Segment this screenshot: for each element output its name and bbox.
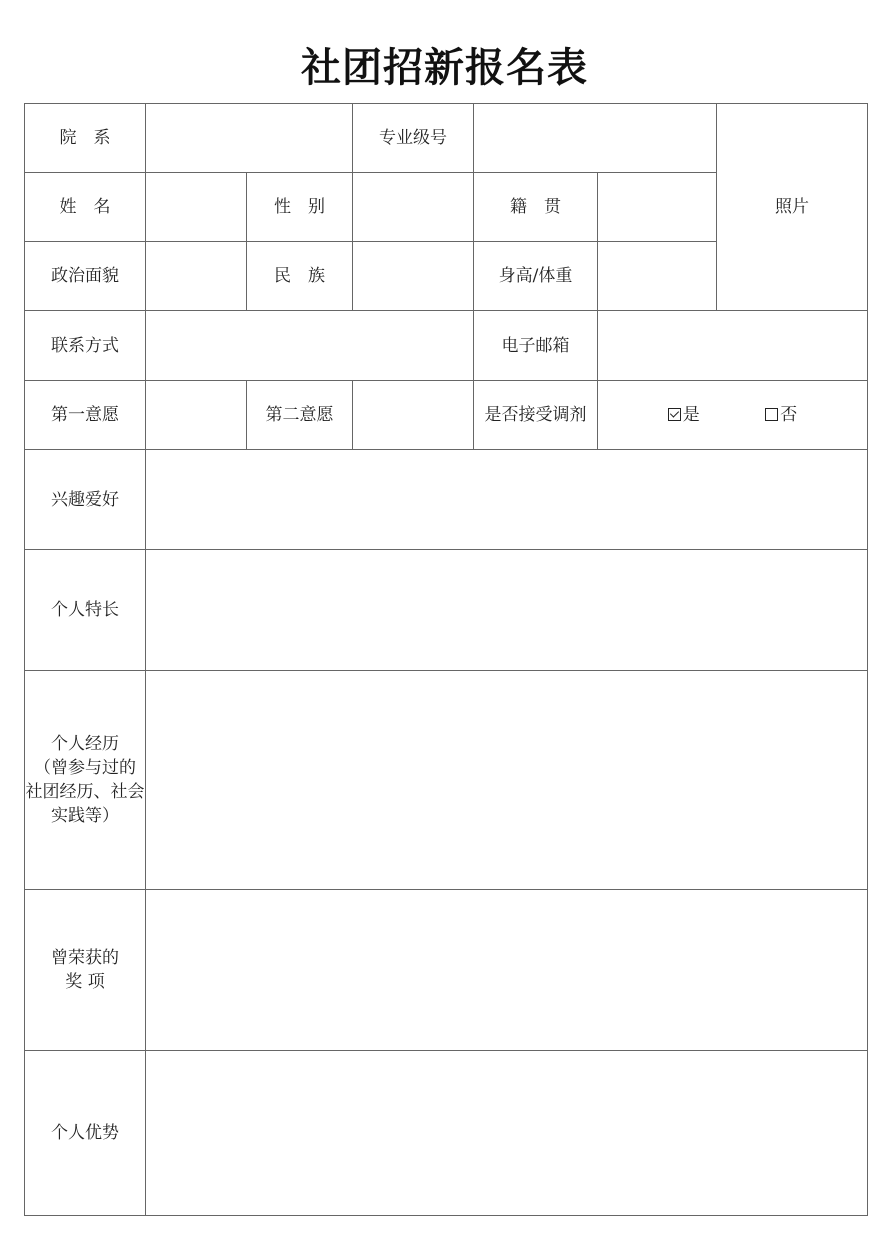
- label-first-choice: 第一意愿: [25, 381, 146, 450]
- hobbies-field[interactable]: [146, 450, 868, 550]
- label-name: 姓 名: [25, 173, 146, 242]
- checkbox-no-icon[interactable]: [765, 408, 778, 421]
- name-field[interactable]: [146, 173, 247, 242]
- email-field[interactable]: [598, 311, 868, 381]
- registration-form-table: [24, 103, 868, 1216]
- label-gender: 性 别: [247, 173, 353, 242]
- strengths-field[interactable]: [146, 1051, 868, 1216]
- experience-field[interactable]: [146, 671, 868, 890]
- label-department: 院 系: [25, 104, 146, 173]
- adjustment-options: [598, 381, 868, 450]
- label-accept-adjustment: 是否接受调剂: [474, 381, 598, 450]
- label-political-status: 政治面貌: [25, 242, 146, 311]
- label-email: 电子邮箱: [474, 311, 598, 381]
- label-specialty: 个人特长: [25, 550, 146, 671]
- adjustment-no-option[interactable]: [765, 403, 797, 427]
- awards-field[interactable]: [146, 890, 868, 1051]
- label-height-weight: 身高/体重: [474, 242, 598, 311]
- label-awards: 曾荣获的 奖 项: [25, 890, 146, 1051]
- photo-box[interactable]: [717, 104, 868, 311]
- label-contact: 联系方式: [25, 311, 146, 381]
- contact-field[interactable]: [146, 311, 474, 381]
- label-experience: 个人经历 （曾参与过的 社团经历、社会 实践等）: [25, 671, 146, 890]
- second-choice-field[interactable]: [353, 381, 474, 450]
- label-photo: 照片: [775, 197, 809, 217]
- height-weight-field[interactable]: [598, 242, 717, 311]
- ethnicity-field[interactable]: [353, 242, 474, 311]
- major-class-field[interactable]: [474, 104, 717, 173]
- adjustment-yes-option[interactable]: [668, 403, 700, 427]
- label-hobbies: 兴趣爱好: [25, 450, 146, 550]
- adjustment-yes-label: 是: [682, 405, 700, 425]
- checkbox-yes-icon[interactable]: [668, 408, 681, 421]
- label-major-class: 专业级号: [353, 104, 474, 173]
- label-strengths: 个人优势: [25, 1051, 146, 1216]
- gender-field[interactable]: [353, 173, 474, 242]
- specialty-field[interactable]: [146, 550, 868, 671]
- native-place-field[interactable]: [598, 173, 717, 242]
- adjustment-no-label: 否: [780, 405, 798, 425]
- political-status-field[interactable]: [146, 242, 247, 311]
- label-second-choice: 第二意愿: [247, 381, 353, 450]
- form-title: 社团招新报名表: [301, 44, 588, 91]
- department-field[interactable]: [146, 104, 353, 173]
- label-native-place: 籍 贯: [474, 173, 598, 242]
- label-ethnicity: 民 族: [247, 242, 353, 311]
- first-choice-field[interactable]: [146, 381, 247, 450]
